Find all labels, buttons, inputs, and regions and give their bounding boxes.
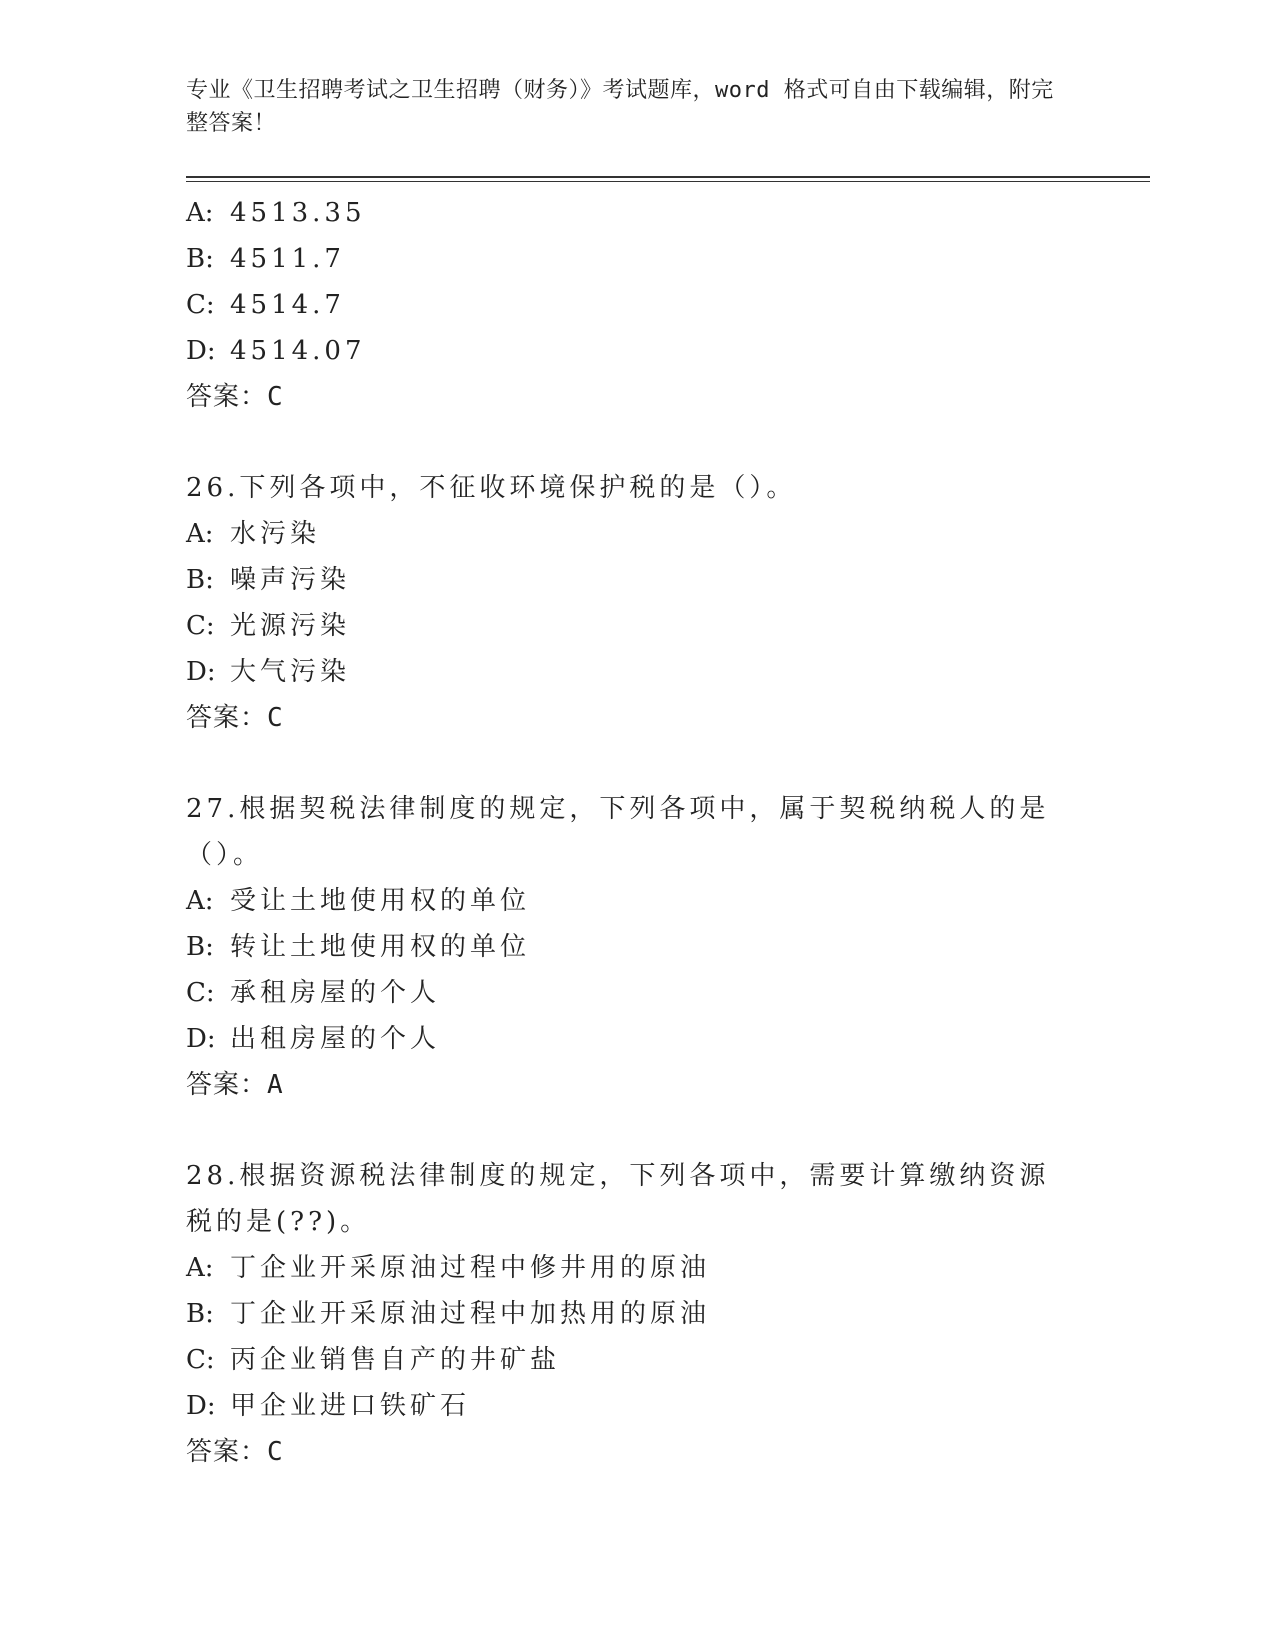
option-text: 丙企业销售自产的井矿盐 (230, 1345, 561, 1375)
answer-value: C (267, 1437, 284, 1467)
option-text: 4514.07 (230, 336, 366, 366)
option-text: 4511.7 (230, 244, 345, 274)
option-letter: A: (186, 1253, 214, 1283)
option-letter: B: (186, 932, 214, 962)
option-letter: D: (186, 336, 216, 366)
header-rule-thin (186, 181, 1150, 182)
option-text: 承租房屋的个人 (230, 978, 441, 1008)
document-header: 专业《卫生招聘考试之卫生招聘（财务）》考试题库，word 格式可自由下载编辑，附完整答案！ (186, 78, 1054, 136)
option-text: 丁企业开采原油过程中修井用的原油 (230, 1253, 711, 1283)
option-letter: B: (186, 565, 214, 595)
option-letter: A: (186, 198, 214, 228)
question-block (186, 465, 1086, 741)
answer-line (186, 374, 1086, 420)
option-text: 甲企业进口铁矿石 (230, 1391, 471, 1421)
option-b (186, 924, 1086, 970)
option-a (186, 1245, 1086, 1291)
option-text: 4513.35 (230, 198, 366, 228)
option-d (186, 1383, 1086, 1429)
question-stem: 27.根据契税法律制度的规定，下列各项中，属于契税纳税人的是（）。 (186, 794, 1050, 870)
option-d (186, 649, 1086, 695)
option-c (186, 1337, 1086, 1383)
option-letter: D: (186, 657, 216, 687)
question-block (186, 1153, 1086, 1475)
option-b (186, 557, 1086, 603)
option-letter: C: (186, 978, 215, 1008)
option-letter: B: (186, 1299, 214, 1329)
option-text: 大气污染 (230, 657, 351, 687)
answer-line (186, 695, 1086, 741)
option-letter: C: (186, 611, 215, 641)
answer-label: 答案： (186, 1070, 268, 1100)
header-rule-thick (186, 176, 1150, 178)
option-b (186, 1291, 1086, 1337)
answer-value: A (267, 1070, 284, 1100)
question-stem: 26.下列各项中，不征收环境保护税的是（）。 (186, 473, 797, 503)
answer-line (186, 1062, 1086, 1108)
option-letter: C: (186, 290, 215, 320)
answer-label: 答案： (186, 382, 268, 412)
option-c (186, 970, 1086, 1016)
option-a (186, 190, 1086, 236)
option-d (186, 1016, 1086, 1062)
option-text: 转让土地使用权的单位 (230, 932, 531, 962)
option-letter: D: (186, 1391, 216, 1421)
option-b (186, 236, 1086, 282)
question-block (186, 190, 1086, 420)
option-letter: B: (186, 244, 214, 274)
option-a (186, 878, 1086, 924)
answer-line (186, 1429, 1086, 1475)
option-a (186, 511, 1086, 557)
option-text: 水污染 (230, 519, 321, 549)
answer-value: C (267, 703, 284, 733)
option-text: 丁企业开采原油过程中加热用的原油 (230, 1299, 711, 1329)
option-text: 光源污染 (230, 611, 351, 641)
option-text: 噪声污染 (230, 565, 351, 595)
answer-label: 答案： (186, 703, 268, 733)
option-letter: A: (186, 886, 214, 916)
option-letter: A: (186, 519, 214, 549)
option-c (186, 603, 1086, 649)
question-stem: 28.根据资源税法律制度的规定，下列各项中，需要计算缴纳资源税的是(??)。 (186, 1161, 1050, 1237)
option-d (186, 328, 1086, 374)
answer-value: C (267, 382, 284, 412)
option-text: 受让土地使用权的单位 (230, 886, 531, 916)
question-block (186, 786, 1086, 1108)
answer-label: 答案： (186, 1437, 268, 1467)
option-c (186, 282, 1086, 328)
option-text: 4514.7 (230, 290, 345, 320)
question-list (186, 190, 1086, 1475)
option-text: 出租房屋的个人 (230, 1024, 441, 1054)
option-letter: D: (186, 1024, 216, 1054)
option-letter: C: (186, 1345, 215, 1375)
